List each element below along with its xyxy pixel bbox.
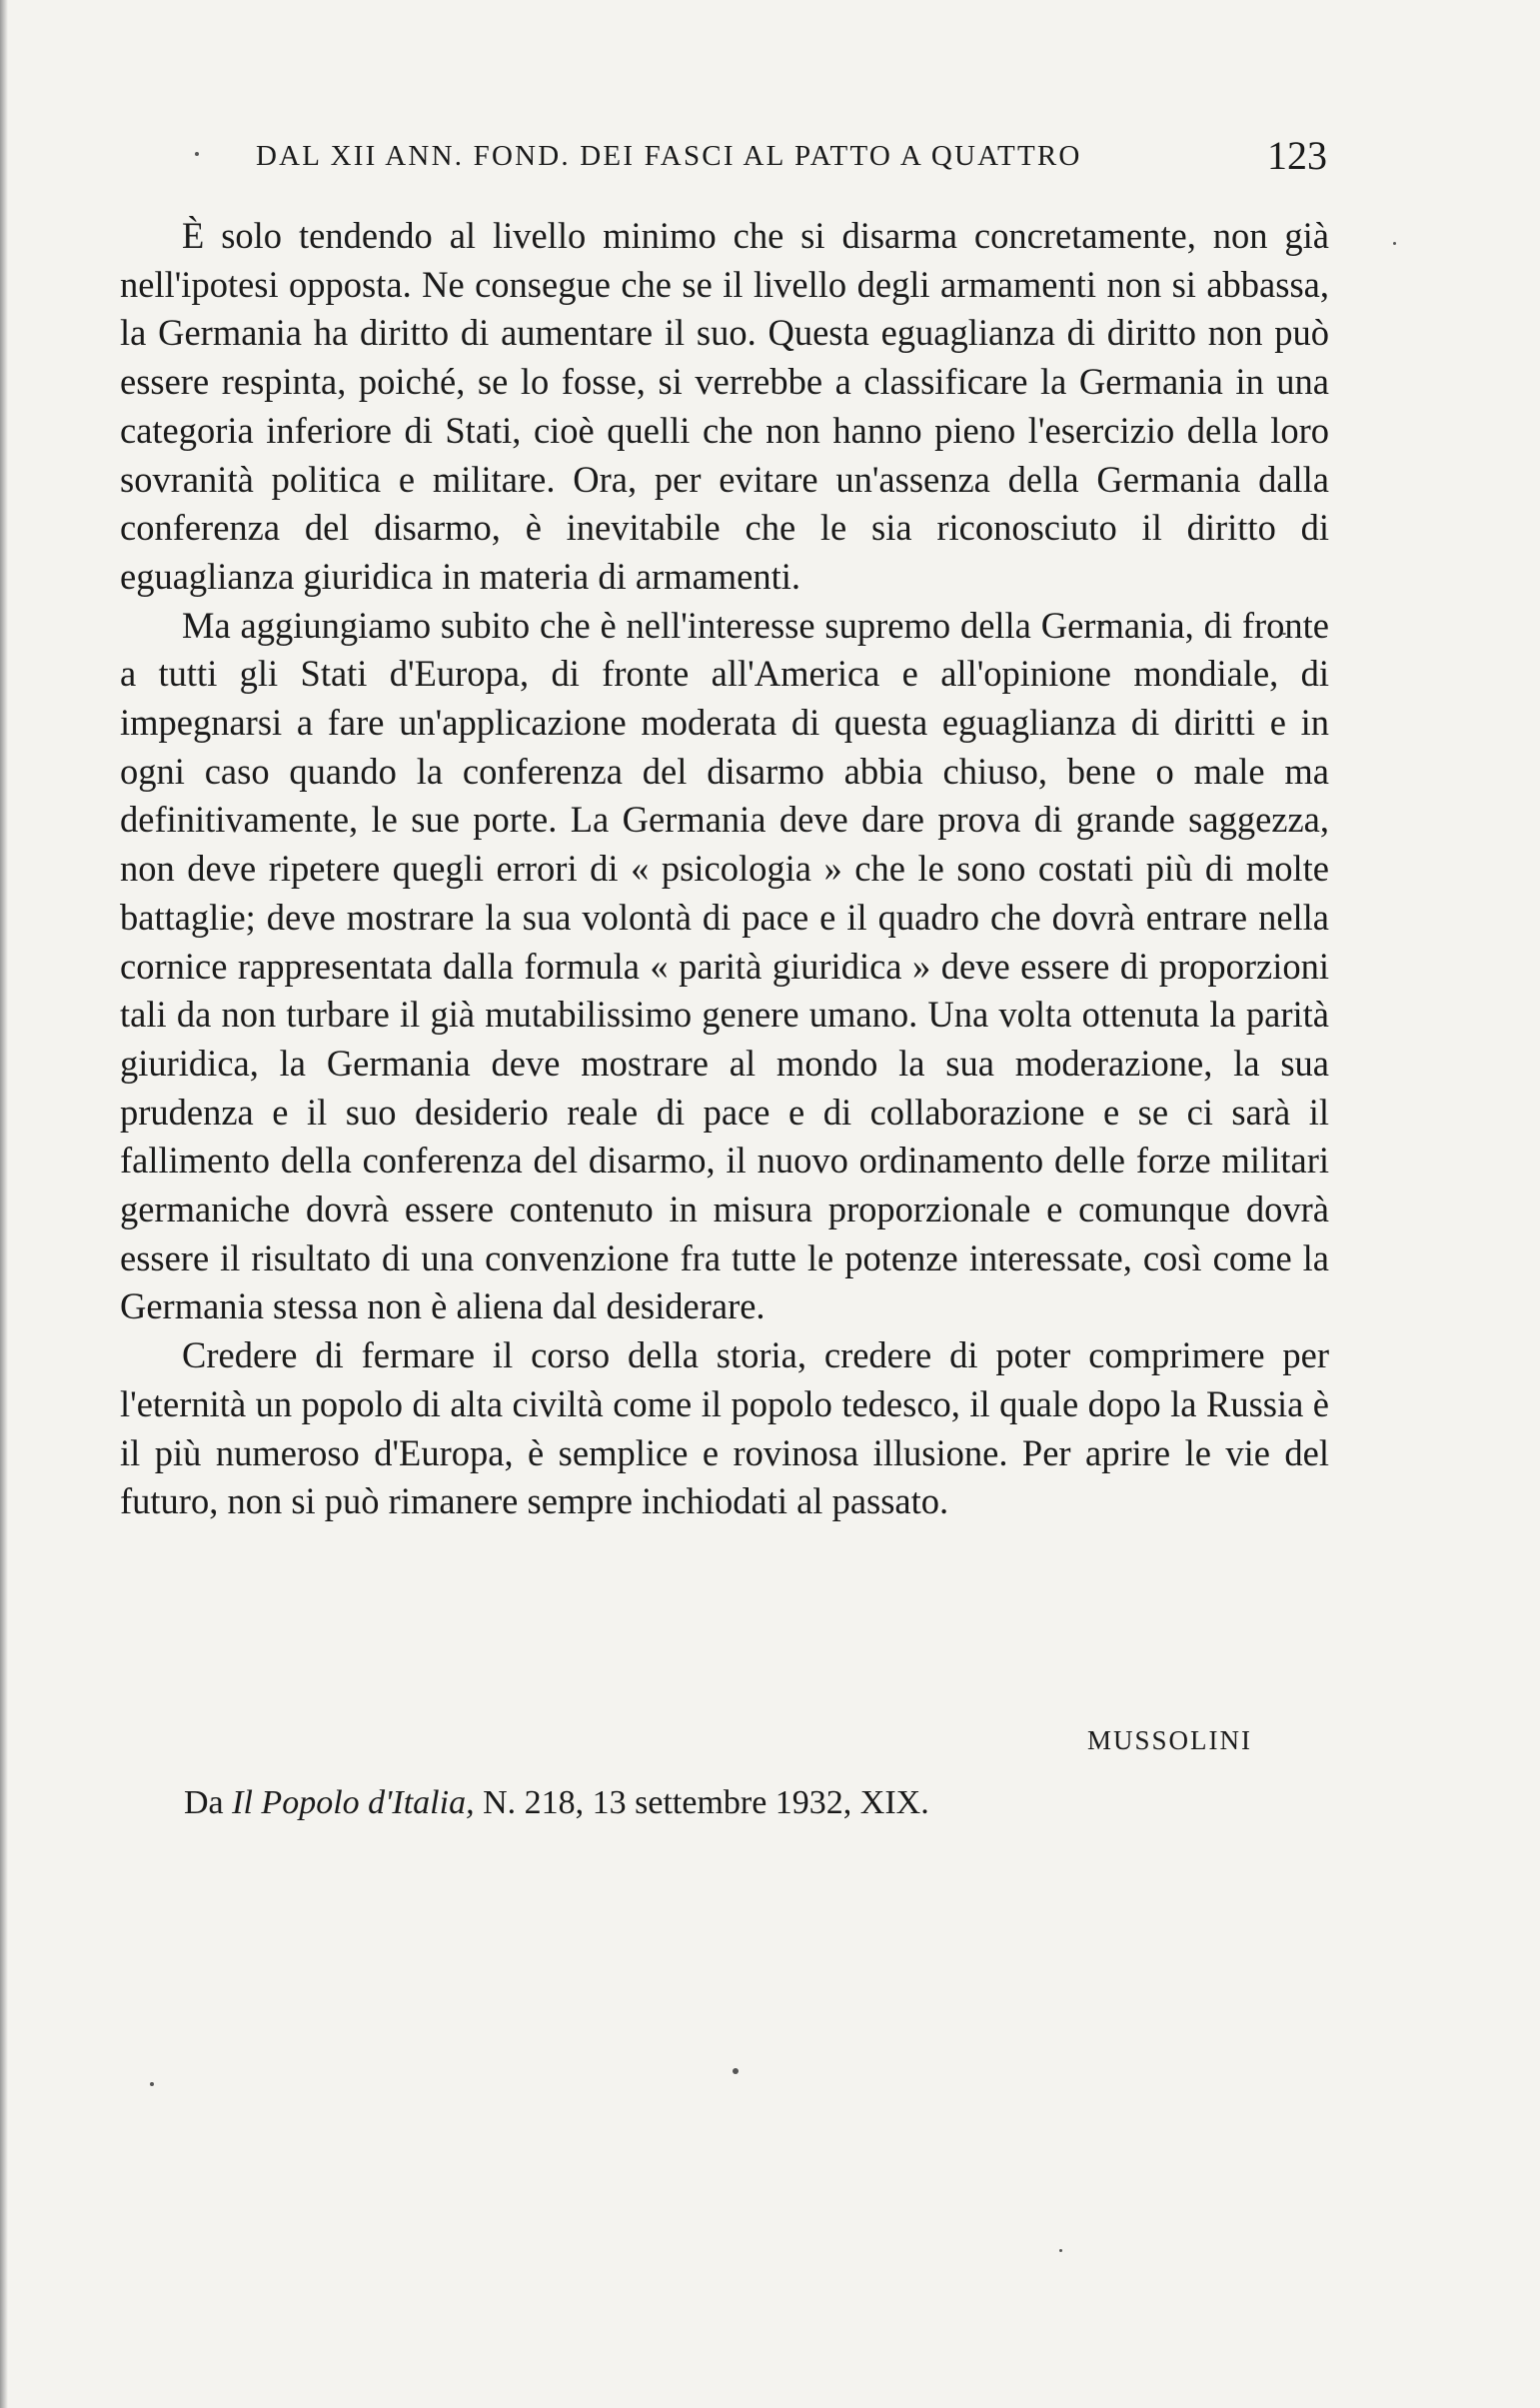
ink-speck [1393,242,1396,245]
publication-title: Il Popolo d'Italia, [232,1784,475,1821]
page-number: 123 [1267,133,1327,178]
source-citation [184,1784,929,1822]
source-details: N. 218, 13 settembre 1932, XIX. [483,1784,929,1821]
paragraph: Credere di fermare il corso della storia, credere di poter comprimere per l'eternità un popolo di alta civiltà come il popolo tedesco, il quale dopo la Russia è il più numeroso d'Europa, è semplice e rovinosa illusione. Per aprire le vie del futuro, non si può rimanere sempre inchiodati al passato. [120,1334,1329,1522]
paragraph: Ma aggiungiamo subito che è nell'interesse supremo della Germania, di fronte a tutti gli Stati d'Europa, di fronte all'America e all'opinione mondiale, di impegnarsi a fare un'applicazione moderata di questa eguaglianza di diritti e in ogni caso quando la conferenza del disarmo abbia chiuso, bene o male ma definitivamente, le sue porte. La Germania deve dare prova di grande saggezza, non deve ripetere quegli errori di « psicologia » che le sono costati più di molte battaglie; deve mostrare la sua volontà di pace e il quadro che dovrà entrare nella cornice rappresentata dalla formula « parità giuridica » deve essere di proporzioni tali da non turbare il già mutabilissimo genere umano. Una volta ottenuta la parità giuridica, la Germania deve mostrare al mondo la sua moderazione, la sua prudenza e il suo desiderio reale di pace e di collaborazione e se ci sarà il fallimento della conferenza del disarmo, il nuovo ordinamento delle forze militari germaniche dovrà essere contenuto in misura proporzionale e comunque dovrà essere il risultato di una convenzione fra tutte le potenze interessate, così come la Germania stessa non è aliena dal desiderare. [120,604,1329,1327]
running-head: DAL XII ANN. FOND. DEI FASCI AL PATTO A QUATTRO [256,140,1082,172]
ink-speck [195,152,199,156]
ink-speck [150,2082,154,2086]
source-prefix: Da [184,1784,224,1821]
ink-speck [733,2068,739,2074]
author-signature: MUSSOLINI [1087,1725,1253,1755]
article-body [120,212,1329,1526]
paragraph: È solo tendendo al livello minimo che si disarma concretamente, non già nell'ipotesi opposta. Ne consegue che se il livello degli armamenti non si abbassa, la Germania ha diritto di aumentare il suo. Questa eguaglianza di diritto non può essere respinta, poiché, se lo fosse, si verrebbe a classificare la Germania in una categoria inferiore di Stati, cioè quelli che non hanno pieno l'esercizio della loro sovranità politica e militare. Ora, per evitare un'assenza della Germania dalla conferenza del disarmo, è inevitabile che le sia riconosciuto il diritto di eguaglianza giuridica in materia di armamenti. [120,215,1329,597]
scanned-page-edge [0,0,8,2408]
ink-speck [1059,2249,1062,2252]
